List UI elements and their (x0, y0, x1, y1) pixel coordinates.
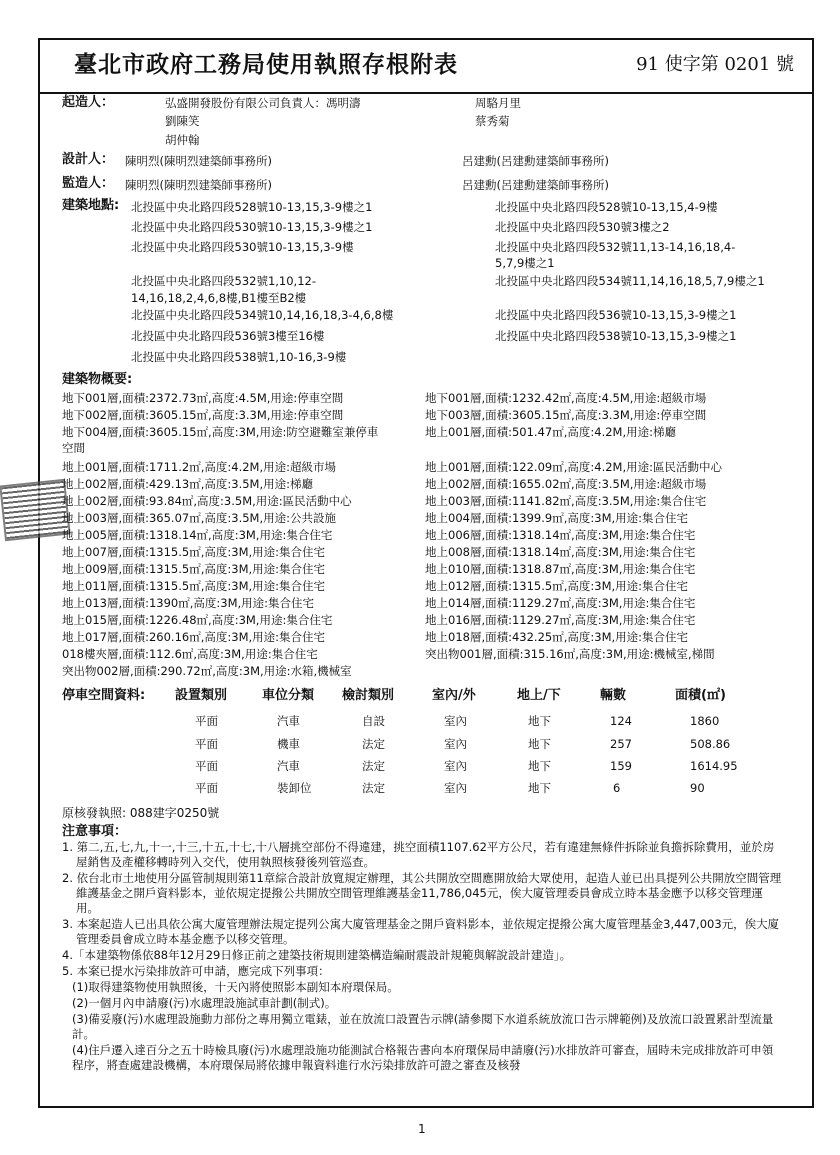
applicant-name: 劉陳笑 (165, 114, 200, 128)
floor-entry: 地上018層,面積:432.25㎡,高度:3M,用途:集合住宅 (425, 630, 689, 644)
floor-entry: 地上002層,面積:1655.02㎡,高度:3.5M,用途:超級市場 (425, 477, 707, 491)
floor-entry: 地上003層,面積:1141.82㎡,高度:3.5M,用途:集合住宅 (425, 494, 707, 508)
floor-entry: 突出物002層,面積:290.72㎡,高度:3M,用途:水箱,機械室 (62, 664, 352, 678)
parking-header: 地上/下 (517, 688, 561, 703)
floor-entry: 地上001層,面積:501.47㎡,高度:4.2M,用途:梯廳 (425, 425, 676, 439)
site-address-left: 北投區中央北路四段528號10-13,15,3-9樓之1 (131, 200, 373, 214)
floor-entry: 地上014層,面積:1129.27㎡,高度:3M,用途:集合住宅 (425, 596, 696, 610)
parking-cell: 1614.95 (690, 759, 738, 773)
supervisor-label: 監造人： (62, 176, 115, 191)
parking-cell: 90 (690, 781, 705, 795)
site-address-left: 14,16,18,2,4,6,8樓,B1樓至B2樓 (131, 291, 307, 305)
floor-entry: 地上013層,面積:1390㎡,高度:3M,用途:集合住宅 (62, 596, 315, 610)
floor-entry: 突出物001層,面積:315.16㎡,高度:3M,用途:機械室,梯間 (425, 647, 715, 661)
note-sub-item: (3)備妥廢(污)水處理設施動力部份之專用獨立電錶，並在放流口設置告示牌(請參閱下水道系統放流口告示牌範例)及放流口設置累計型流量計。 (72, 1012, 774, 1041)
site-address-left: 北投區中央北路四段536號3樓至16樓 (131, 329, 325, 343)
permit-number: 91 使字第 0201 號 (636, 54, 794, 75)
floor-entry: 地下004層,面積:3605.15㎡,高度:3M,用途:防空避難室兼停車 (62, 425, 379, 439)
parking-cell: 汽車 (277, 714, 300, 728)
parking-header: 室內/外 (432, 688, 476, 703)
site-address-right: 北投區中央北路四段538號10-13,15,3-9樓之1 (495, 329, 737, 343)
parking-cell: 裝卸位 (277, 781, 312, 795)
designer-label: 設計人： (62, 152, 115, 167)
parking-cell: 機車 (277, 737, 300, 751)
parking-header: 面積(㎡) (675, 688, 726, 703)
parking-cell: 室內 (444, 737, 467, 751)
floor-entry: 地上003層,面積:365.07㎡,高度:3.5M,用途:公共設施 (62, 511, 336, 525)
note-item: 5. 本案已提水污染排放許可申請，應完成下列事項： (62, 964, 330, 978)
floor-entry: 地上010層,面積:1318.87㎡,高度:3M,用途:集合住宅 (425, 562, 696, 576)
note-item: 4.「本建築物係依88年12月29日修正前之建築技術規則建築構造編耐震設計規範與解說設計建造」。 (62, 948, 572, 962)
site-address-right: 北投區中央北路四段534號11,14,16,18,5,7,9樓之1 (495, 274, 765, 288)
applicant-name: 弘盛開發股份有限公司負責人：馮明濤 (165, 96, 361, 110)
floor-entry: 地上008層,面積:1318.14㎡,高度:3M,用途:集合住宅 (425, 545, 696, 559)
site-address-right: 5,7,9樓之1 (495, 256, 555, 270)
overview-label: 建築物概要: (62, 372, 133, 387)
floor-entry: 地上015層,面積:1226.48㎡,高度:3M,用途:集合住宅 (62, 613, 333, 627)
document-title: 臺北市政府工務局使用執照存根附表 (74, 51, 458, 78)
parking-cell: 地下 (528, 781, 551, 795)
parking-cell: 平面 (195, 737, 218, 751)
site-address-right: 北投區中央北路四段536號10-13,15,3-9樓之1 (495, 308, 737, 322)
parking-cell: 平面 (195, 714, 218, 728)
page-number: 1 (418, 1122, 426, 1136)
floor-entry: 空間 (62, 441, 85, 455)
parking-cell: 室內 (444, 714, 467, 728)
seal-stamp (0, 479, 71, 542)
applicant-label: 起造人： (62, 95, 115, 110)
parking-cell: 平面 (195, 781, 218, 795)
parking-header: 設置類別 (175, 688, 228, 703)
notes-section (62, 824, 782, 1074)
site-address-right: 北投區中央北路四段528號10-13,15,4-9樓 (495, 200, 718, 214)
parking-cell: 室內 (444, 781, 467, 795)
supervisor-left: 陳明烈(陳明烈建築師事務所) (125, 178, 272, 192)
parking-cell: 6 (613, 781, 621, 795)
parking-cell: 地下 (528, 714, 551, 728)
floor-entry: 地上012層,面積:1315.5㎡,高度:3M,用途:集合住宅 (425, 579, 689, 593)
floor-entry: 地下001層,面積:2372.73㎡,高度:4.5M,用途:停車空間 (62, 391, 344, 405)
parking-label: 停車空間資料: (62, 688, 146, 703)
parking-cell: 法定 (362, 759, 385, 773)
parking-header: 檢討類別 (342, 688, 395, 703)
parking-cell: 地下 (528, 737, 551, 751)
parking-cell: 法定 (362, 781, 385, 795)
parking-cell: 124 (610, 714, 632, 728)
floor-entry: 地上002層,面積:93.84㎡,高度:3.5M,用途:區民活動中心 (62, 494, 352, 508)
parking-cell: 室內 (444, 759, 467, 773)
floor-entry: 地上017層,面積:260.16㎡,高度:3M,用途:集合住宅 (62, 630, 326, 644)
note-item: 3. 本案起造人已出具依公寓大廈管理辦法規定提列公寓大廈管理基金之開戶資料影本，並依規定提撥公寓大廈管理基金3,447,003元，俟大廈管理委員會成立時本基金應予以移交管理。 (62, 917, 780, 946)
floor-entry: 地上002層,面積:429.13㎡,高度:3.5M,用途:梯廳 (62, 477, 313, 491)
note-item: 2. 依台北市土地使用分區管制規則第11章綜合設計放寬規定辦理，其公共開放空間應開放給大眾使用，起造人並已出具提列公共開放空間管理維護基金之開戶資料影本，並依規定提撥公共開放空間管理維護基金11,786,045元，俟大廈管理委員會成立時本基金應予以移交管理運用。 (62, 871, 782, 915)
supervisor-right: 呂建勳(呂建勳建築師事務所) (462, 178, 609, 192)
parking-cell: 自設 (362, 714, 385, 728)
site-address-left: 北投區中央北路四段534號10,14,16,18,3-4,6,8樓 (131, 308, 394, 322)
site-address-right: 北投區中央北路四段532號11,13-14,16,18,4- (495, 240, 736, 254)
applicant-name: 蔡秀菊 (475, 114, 510, 128)
floor-entry: 地上005層,面積:1318.14㎡,高度:3M,用途:集合住宅 (62, 528, 333, 542)
floor-entry: 地上009層,面積:1315.5㎡,高度:3M,用途:集合住宅 (62, 562, 326, 576)
parking-header: 輛數 (600, 688, 627, 703)
note-item: 1. 第二,五,七,九,十一,十三,十五,十七,十八層挑空部份不得違建，挑空面積1107.62平方公尺，若有違建無條件拆除並負擔拆除費用，並於房屋銷售及產權移轉時列入交代，使用執照核發後列管巡查。 (62, 840, 775, 869)
site-address-left: 北投區中央北路四段538號1,10-16,3-9樓 (131, 350, 347, 364)
site-address-left: 北投區中央北路四段530號10-13,15,3-9樓之1 (131, 220, 373, 234)
floor-entry: 地下002層,面積:3605.15㎡,高度:3.3M,用途:停車空間 (62, 408, 344, 422)
parking-cell: 257 (610, 737, 632, 751)
floor-entry: 地上001層,面積:122.09㎡,高度:4.2M,用途:區民活動中心 (425, 460, 722, 474)
notes-heading: 注意事項： (62, 824, 128, 839)
parking-cell: 平面 (195, 759, 218, 773)
site-address-left: 北投區中央北路四段530號10-13,15,3-9樓 (131, 240, 354, 254)
designer-left: 陳明烈(陳明烈建築師事務所) (125, 154, 272, 168)
applicant-name: 周駱月里 (475, 96, 521, 110)
parking-cell: 法定 (362, 737, 385, 751)
floor-entry: 地下001層,面積:1232.42㎡,高度:4.5M,用途:超級市場 (425, 391, 707, 405)
site-label: 建築地點: (62, 198, 120, 213)
parking-header: 車位分類 (262, 688, 315, 703)
floor-entry: 地上006層,面積:1318.14㎡,高度:3M,用途:集合住宅 (425, 528, 696, 542)
site-address-left: 北投區中央北路四段532號1,10,12- (131, 274, 316, 288)
parking-cell: 508.86 (690, 737, 731, 751)
designer-right: 呂建勳(呂建勳建築師事務所) (462, 154, 609, 168)
floor-entry: 地上001層,面積:1711.2㎡,高度:4.2M,用途:超級市場 (62, 460, 336, 474)
floor-entry: 地下003層,面積:3605.15㎡,高度:3.3M,用途:停車空間 (425, 408, 707, 422)
document-header (40, 40, 812, 94)
site-address-right: 北投區中央北路四段530號3樓之2 (495, 220, 670, 234)
floor-entry: 地上007層,面積:1315.5㎡,高度:3M,用途:集合住宅 (62, 545, 326, 559)
parking-cell: 汽車 (277, 759, 300, 773)
parking-cell: 1860 (690, 714, 720, 728)
parking-cell: 地下 (528, 759, 551, 773)
floor-entry: 地上011層,面積:1315.5㎡,高度:3M,用途:集合住宅 (62, 579, 326, 593)
note-sub-item: (4)住戶遷入達百分之五十時檢具廢(污)水處理設施功能測試合格報告書向本府環保局申請廢(污)水排放許可審查，屆時未完成排放許可申領程序，將查處建設機構，本府環保局將依據申報資料進行水污染排放許可證之審查及核發 (72, 1043, 774, 1072)
floor-entry: 018樓夾層,面積:112.6㎡,高度:3M,用途:集合住宅 (62, 647, 318, 661)
parking-cell: 159 (610, 759, 632, 773)
original-permit: 原核發執照: 088建字0250號 (62, 806, 220, 820)
note-sub-item: (2)一個月內申請廢(污)水處理設施試車計劃(制式)。 (72, 996, 337, 1010)
note-sub-item: (1)取得建築物使用執照後，十天內將使照影本副知本府環保局。 (72, 980, 399, 994)
floor-entry: 地上004層,面積:1399.9㎡,高度:3M,用途:集合住宅 (425, 511, 689, 525)
applicant-name: 胡仲翰 (165, 133, 200, 147)
floor-entry: 地上016層,面積:1129.27㎡,高度:3M,用途:集合住宅 (425, 613, 696, 627)
